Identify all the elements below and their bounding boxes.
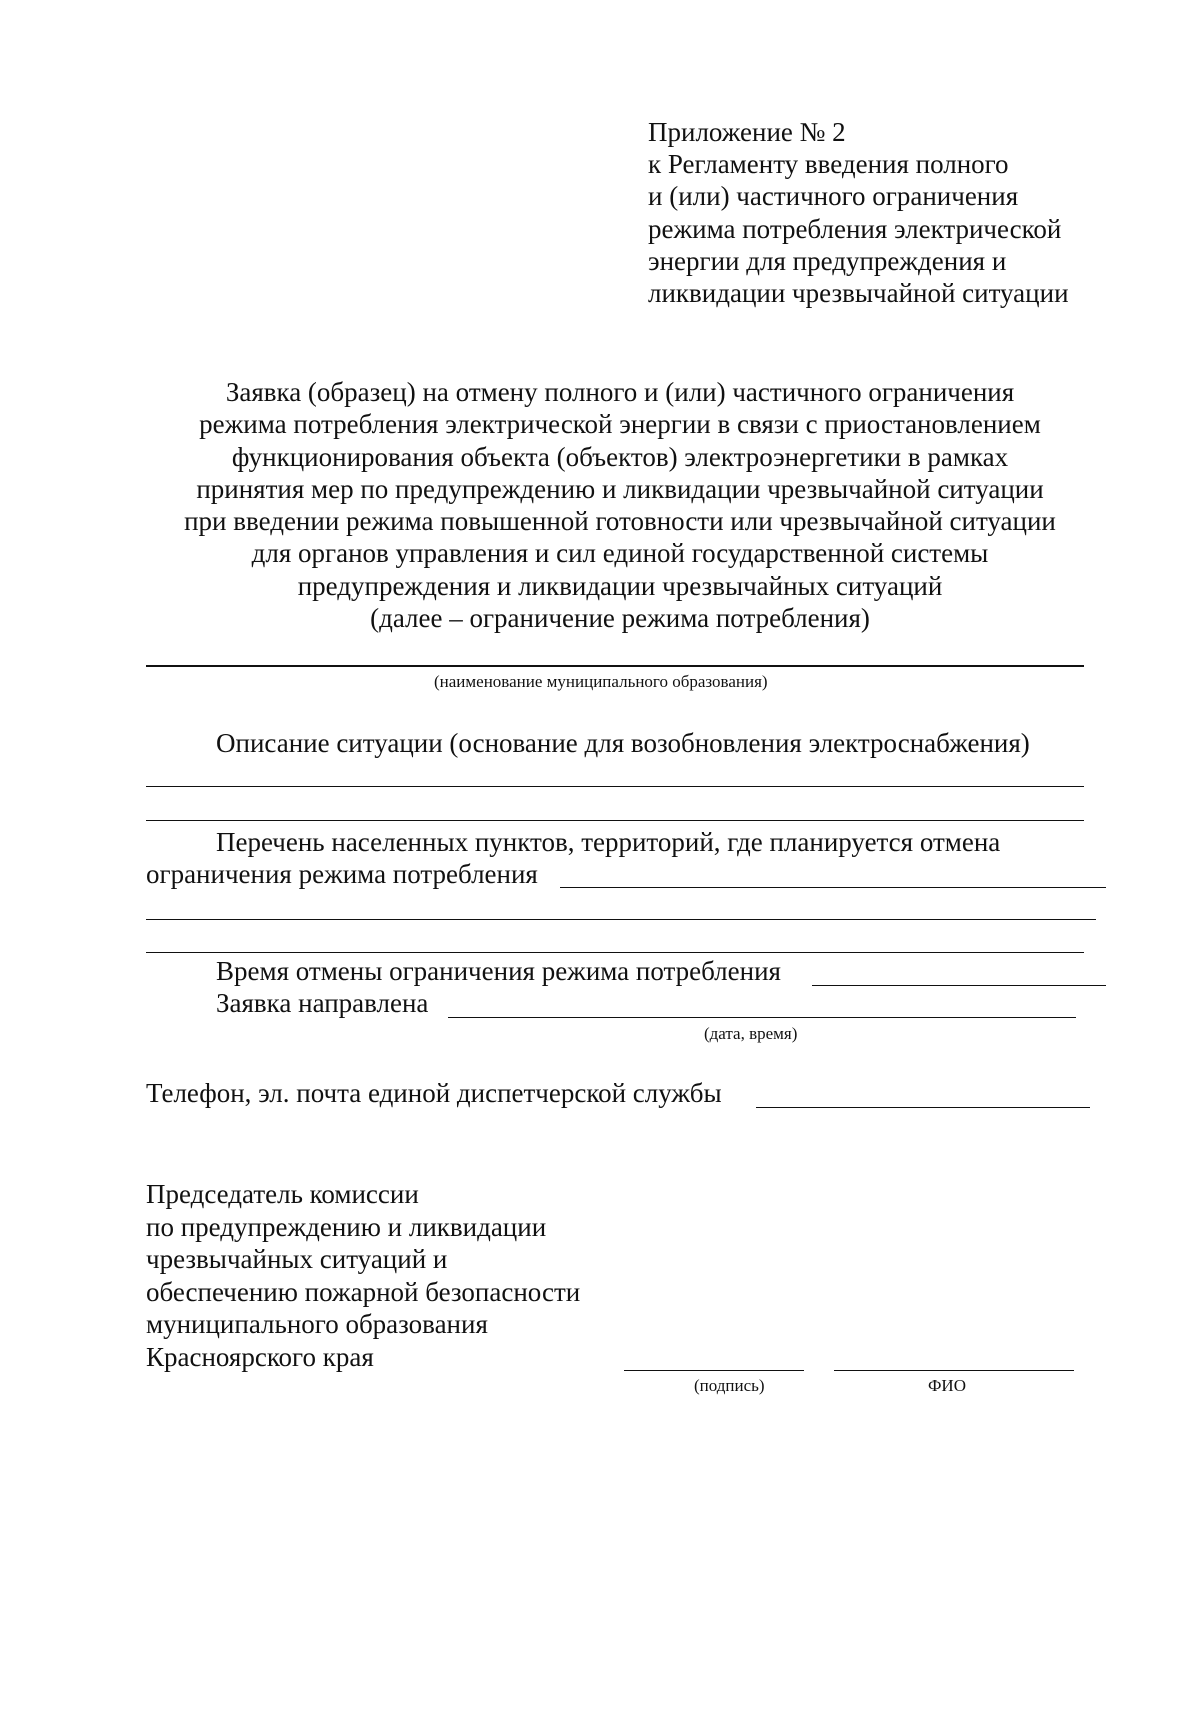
appendix-line: режима потребления электрической (648, 213, 1062, 244)
appendix-line: и (или) частичного ограничения (648, 181, 1019, 212)
appendix-line: энергии для предупреждения и (648, 245, 1007, 276)
settlements-label-line-2: ограничения режима потребления (146, 859, 538, 889)
situation-blank-line-2 (146, 820, 1084, 821)
appendix-line: Приложение № 2 (648, 117, 846, 147)
settlements-blank-line-1 (146, 919, 1096, 920)
signatory-line: обеспечению пожарной безопасности (146, 1276, 581, 1307)
title-line: для органов управления и сил единой государственной системы (251, 538, 989, 569)
phone-email-label: Телефон, эл. почта единой диспетчерской службы (146, 1078, 722, 1108)
title-line: при введении режима повышенной готовности или чрезвычайной ситуации (184, 506, 1056, 537)
document-title (140, 376, 1100, 634)
settlements-blank-inline (560, 887, 1106, 888)
title-line: режима потребления электрической энергии в связи с приостановлением (199, 409, 1041, 440)
title-line: предупреждения и ликвидации чрезвычайных ситуаций (297, 570, 943, 601)
signatory-line: муниципального образования (146, 1309, 488, 1339)
datetime-caption: (дата, время) (704, 1024, 798, 1043)
signatory-line: Председатель комиссии (146, 1179, 419, 1209)
signatory-line: по предупреждению и ликвидации (146, 1211, 547, 1242)
signature-block (146, 1178, 580, 1373)
appendix-header (648, 116, 1069, 309)
cancel-time-blank (812, 985, 1106, 986)
signature-caption: (подпись) (694, 1376, 765, 1395)
title-line: принятия мер по предупреждению и ликвидации чрезвычайной ситуации (196, 473, 1044, 504)
cancel-time-label: Время отмены ограничения режима потребления (216, 956, 781, 986)
signature-blank (624, 1370, 804, 1371)
municipality-blank-line (146, 665, 1084, 667)
sent-blank (448, 1017, 1076, 1018)
settlements-blank-line-2 (146, 952, 1084, 953)
situation-blank-line-1 (146, 786, 1084, 787)
title-line: функционирования объекта (объектов) электроэнергетики в рамках (231, 441, 1009, 472)
signatory-line: чрезвычайных ситуаций и (146, 1244, 448, 1274)
appendix-line: ликвидации чрезвычайной ситуации (648, 278, 1069, 309)
title-line: (далее – ограничение режима потребления) (370, 603, 870, 634)
full-name-blank (834, 1370, 1074, 1371)
settlements-label-line-1: Перечень населенных пунктов, территорий, где планируется отмена (216, 827, 1001, 857)
signatory-line: Красноярского края (146, 1341, 374, 1372)
municipality-caption: (наименование муниципального образования) (434, 672, 768, 691)
appendix-line: к Регламенту введения полного (648, 149, 1009, 180)
full-name-caption: ФИО (928, 1376, 966, 1395)
phone-email-blank (756, 1107, 1090, 1108)
title-line: Заявка (образец) на отмену полного и (или) частичного ограничения (225, 377, 1015, 407)
sent-label: Заявка направлена (216, 988, 429, 1018)
situation-label: Описание ситуации (основание для возобновления электроснабжения) (216, 728, 1030, 758)
